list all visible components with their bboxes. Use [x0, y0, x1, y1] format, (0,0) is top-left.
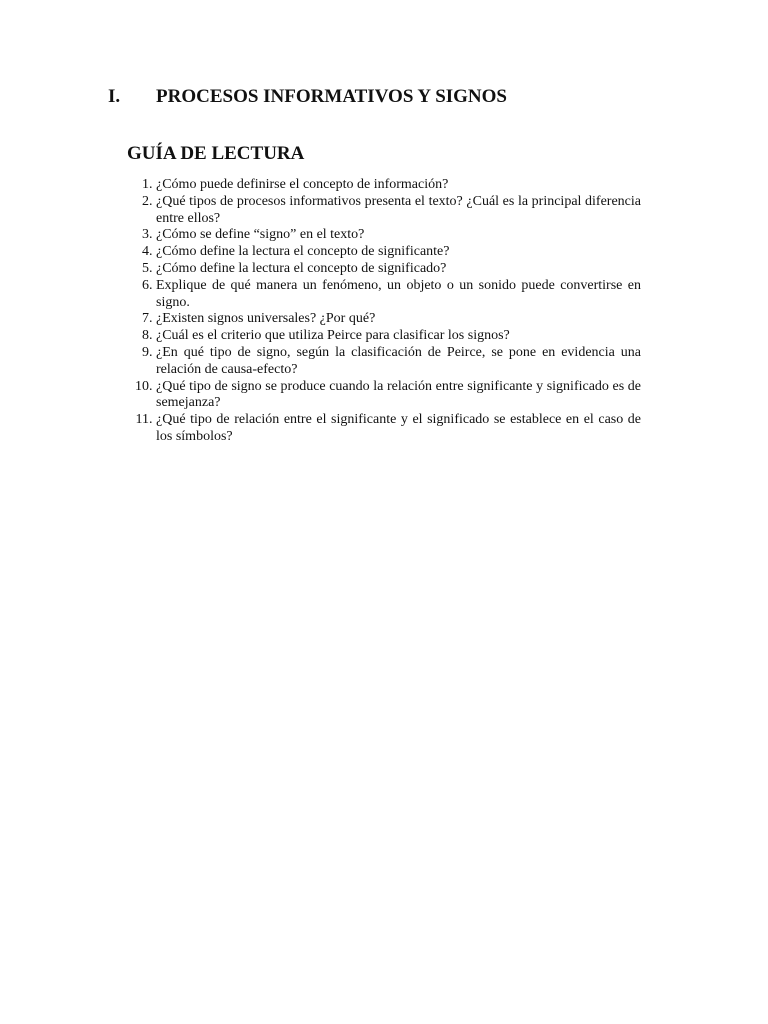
- question-text: ¿Qué tipos de procesos informativos presenta el texto? ¿Cuál es la principal diferencia entre ellos?: [156, 193, 641, 226]
- question-number: 1.: [142, 177, 153, 192]
- question-item-5: [127, 261, 641, 278]
- question-item-11: [127, 412, 641, 446]
- question-number: 11.: [135, 412, 153, 428]
- question-number: 5.: [142, 260, 153, 276]
- section-heading: [108, 86, 507, 108]
- question-text: Explique de qué manera un fenómeno, un objeto o un sonido puede convertirse en signo.: [156, 277, 641, 310]
- question-number: 6.: [142, 277, 153, 293]
- question-text: ¿Cuál es el criterio que utiliza Peirce para clasificar los signos?: [156, 328, 510, 344]
- question-number: 3.: [142, 227, 153, 243]
- question-item-8: [127, 328, 641, 345]
- question-number: 10.: [135, 378, 153, 394]
- question-text: ¿Qué tipo de relación entre el significante y el significado se establece en el caso de los símbolos?: [156, 412, 641, 444]
- question-text: ¿Cómo define la lectura el concepto de significado?: [156, 260, 447, 276]
- question-list: [127, 177, 641, 446]
- question-item-6: [127, 278, 641, 312]
- section-title: PROCESOS INFORMATIVOS Y SIGNOS: [156, 86, 507, 107]
- question-item-10: [127, 379, 641, 413]
- question-item-4: [127, 244, 641, 261]
- question-item-2: [127, 194, 641, 228]
- question-number: 2.: [142, 193, 153, 209]
- question-text: ¿Cómo puede definirse el concepto de información?: [156, 177, 449, 192]
- question-item-1: [127, 177, 641, 194]
- question-item-9: [127, 345, 641, 379]
- question-text: ¿Cómo define la lectura el concepto de significante?: [156, 244, 450, 260]
- question-number: 8.: [142, 328, 153, 344]
- question-text: ¿En qué tipo de signo, según la clasificación de Peirce, se pone en evidencia una relación de causa-efecto?: [156, 344, 641, 377]
- question-number: 9.: [142, 344, 153, 360]
- question-text: ¿Qué tipo de signo se produce cuando la relación entre significante y significado es de semejanza?: [156, 378, 641, 411]
- section-number: I.: [108, 86, 121, 107]
- question-number: 4.: [142, 244, 153, 260]
- question-item-3: [127, 227, 641, 244]
- question-item-7: [127, 311, 641, 328]
- question-text: ¿Existen signos universales? ¿Por qué?: [156, 311, 376, 327]
- reading-guide-heading: GUÍA DE LECTURA: [127, 143, 305, 164]
- question-text: ¿Cómo se define “signo” en el texto?: [156, 227, 365, 243]
- question-number: 7.: [142, 311, 153, 327]
